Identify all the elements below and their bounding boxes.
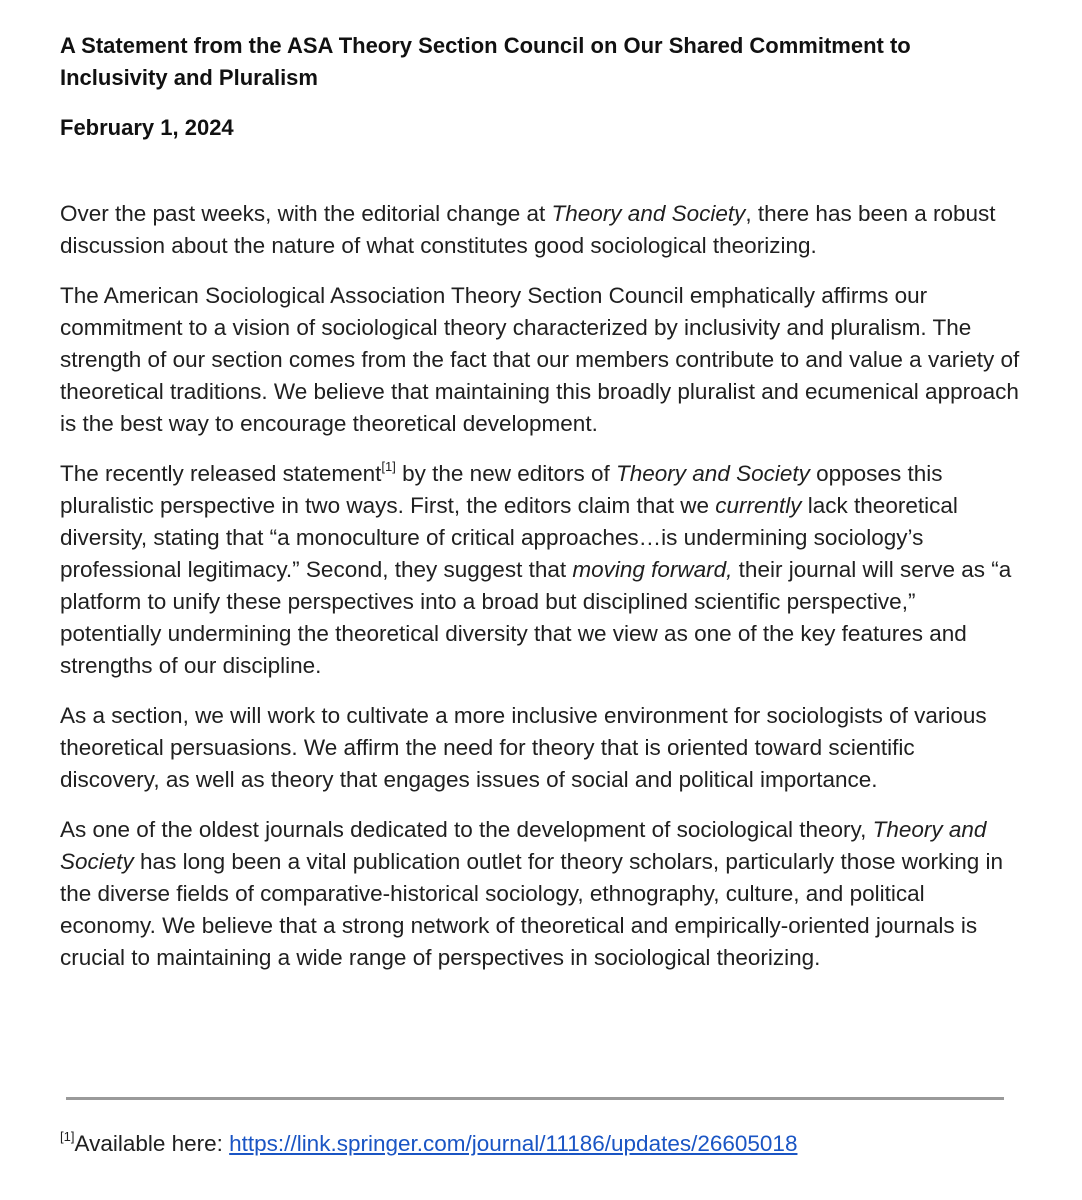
paragraph-2: The American Sociological Association Theory Section Council emphatically affirms our commitment to a vision of sociological theory characterized by inclusivity and pluralism. The strength of our section comes from the fact that our members contribute to and value a variety of theoretical traditions. We believe that maintaining this broadly pluralist and ecumenical approach is the best way to encourage theoretical development. xyxy=(60,283,1020,436)
footnote xyxy=(60,1128,797,1160)
statement-date: February 1, 2024 xyxy=(60,115,234,140)
emphasis-moving-forward: moving forward, xyxy=(572,557,733,582)
title-line-2: Inclusivity and Pluralism xyxy=(60,65,318,90)
paragraph-4: As a section, we will work to cultivate a more inclusive environment for sociologists of various theoretical persuasions. We affirm the need for theory that is oriented toward scientific discovery, as well as theory that engages issues of social and political importance. xyxy=(60,703,987,792)
journal-title: Theory and Society xyxy=(616,461,810,486)
paragraph-3: The recently released statement[1] by the new editors of Theory and Society opposes this pluralistic perspective in two ways. First, the editors claim that we currently lack theoretical diversity, stating that “a monoculture of critical approaches…is undermining sociology’s professional legitimacy.” Second, they suggest that moving forward, their journal will serve as “a platform to unify these perspectives into a broad but disciplined scientific perspective,” potentially undermining the theoretical diversity that we view as one of the key features and strengths of our discipline. xyxy=(60,458,1012,678)
footnote-marker: [1] xyxy=(60,1128,75,1144)
footnote-label: Available here: xyxy=(74,1131,230,1156)
paragraph-1: Over the past weeks, with the editorial change at Theory and Society, there has been a robust discussion about the nature of what constitutes good sociological theorizing. xyxy=(60,201,996,258)
emphasis-currently: currently xyxy=(715,493,802,518)
footnote-reference[interactable]: [1] xyxy=(381,458,396,474)
springer-link[interactable]: https://link.springer.com/journal/11186/updates/26605018 xyxy=(229,1131,798,1156)
title-line-1: A Statement from the ASA Theory Section Council on Our Shared Commitment to xyxy=(60,33,911,58)
journal-title: Theory and Society xyxy=(551,201,746,226)
paragraph-5: As one of the oldest journals dedicated to the development of sociological theory, Theory and Society has long been a vital publication outlet for theory scholars, particularly those working in the diverse fields of comparative-historical sociology, ethnography, culture, and political economy. We believe that a strong network of theoretical and empirically-oriented journals is crucial to maintaining a wide range of perspectives in sociological theorizing. xyxy=(60,817,1004,970)
footnote-divider xyxy=(66,1097,1004,1100)
statement-title xyxy=(60,30,1020,94)
journal-title: Theory and Society xyxy=(60,817,987,874)
statement-document xyxy=(60,30,1020,974)
